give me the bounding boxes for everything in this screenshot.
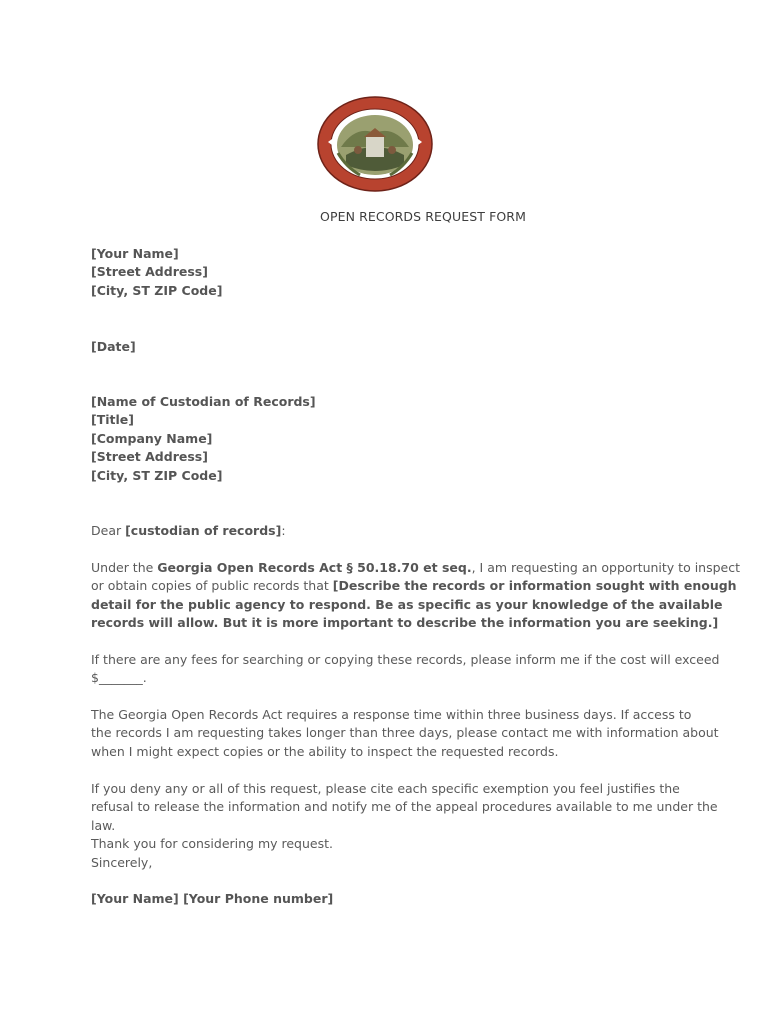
statute-reference: Georgia Open Records Act § 50.18.70 et seq. (157, 560, 472, 575)
signature-block (91, 890, 691, 908)
thanks-text: Thank you for considering my request. (91, 836, 333, 852)
denial-text: If you deny any or all of this request, please cite each specific exemption you feel justifies the (91, 781, 680, 796)
denial-text: law. (91, 817, 116, 833)
recipient-address (91, 393, 691, 485)
denial-paragraph (91, 780, 718, 872)
sender-address (91, 245, 691, 300)
sender-street: [Street Address] (91, 264, 208, 280)
para1-text: or obtain copies of public records that (91, 578, 333, 594)
records-description: records will allow. But it is more important to describe the information you are seeking.] (91, 615, 719, 631)
para1-text: , I am requesting an opportunity to inspect (471, 560, 741, 575)
date-block (91, 338, 691, 356)
response-text: The Georgia Open Records Act requires a response time within three business days. If access to (91, 707, 692, 722)
sender-city: [City, ST ZIP Code] (91, 282, 223, 298)
response-time-paragraph (91, 706, 719, 761)
recipient-street: [Street Address] (91, 449, 208, 465)
signature-placeholder: [Your Name] [Your Phone number] (91, 891, 334, 906)
recipient-name: [Name of Custodian of Records] (91, 394, 316, 409)
recipient-company: [Company Name] (91, 430, 213, 446)
salutation-name: [custodian of records] (125, 523, 282, 538)
response-text: when I might expect copies or the ability to inspect the requested records. (91, 743, 559, 759)
denial-text: refusal to release the information and notify me of the appeal procedures available to me under the (91, 799, 718, 815)
sender-name: [Your Name] (91, 246, 179, 261)
records-description: [Describe the records or information sought with enough (332, 578, 737, 594)
response-text: the records I am requesting takes longer than three days, please contact me with information about (91, 725, 719, 741)
salutation-prefix: Dear (91, 523, 126, 538)
records-description: detail for the public agency to respond. Be as specific as your knowledge of the available (91, 596, 723, 612)
fees-paragraph (91, 651, 720, 688)
recipient-title: [Title] (91, 412, 134, 428)
request-paragraph (91, 559, 741, 633)
fees-amount: $_______. (91, 670, 147, 686)
recipient-city: [City, ST ZIP Code] (91, 467, 223, 483)
salutation-suffix: : (281, 523, 286, 538)
city-seal-logo (316, 95, 434, 193)
date-placeholder: [Date] (91, 339, 136, 354)
salutation (91, 522, 691, 540)
form-title: OPEN RECORDS REQUEST FORM (320, 209, 526, 224)
fees-text: If there are any fees for searching or copying these records, please inform me if the cost will exceed (91, 652, 720, 667)
closing-text: Sincerely, (91, 854, 153, 870)
para1-text: Under the (91, 560, 158, 575)
